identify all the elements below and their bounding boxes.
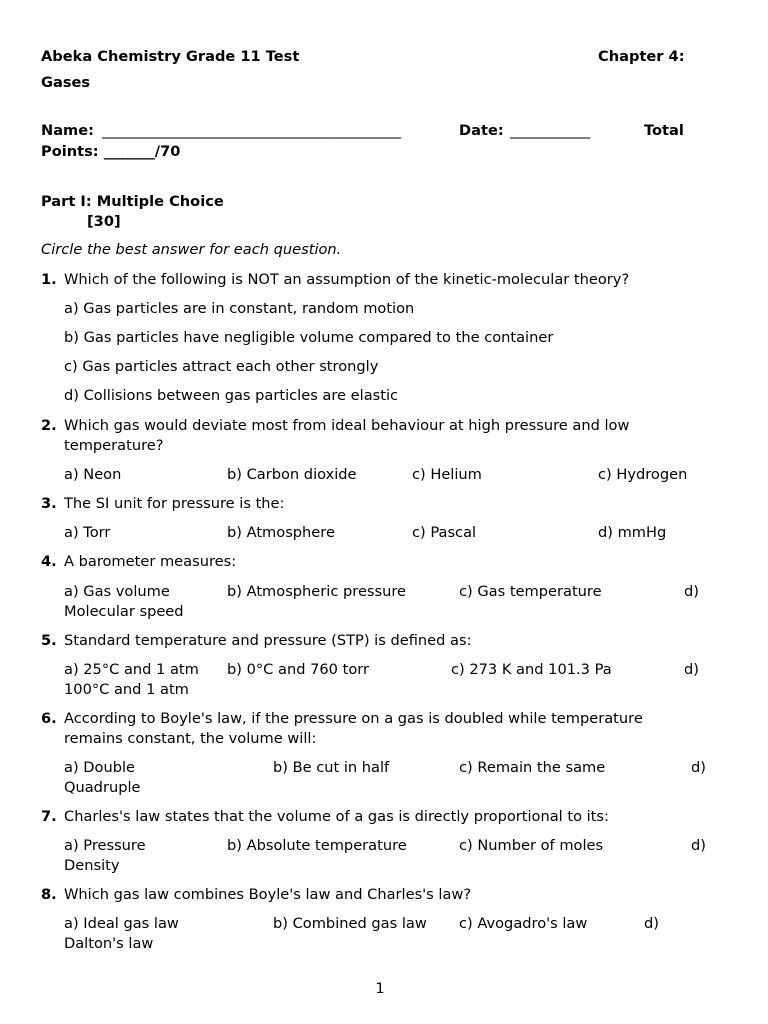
option-b[interactable]: b) Carbon dioxide <box>227 466 357 483</box>
question-number: 5. <box>41 632 57 649</box>
option-a[interactable]: a) Double <box>64 759 135 776</box>
question-text: Which gas would deviate most from ideal behaviour at high pressure and low temperature? <box>64 417 630 454</box>
option-d[interactable]: d) Collisions between gas particles are elastic <box>64 387 399 404</box>
option-c[interactable]: c) Gas temperature <box>459 583 602 600</box>
question-number: 6. <box>41 710 57 727</box>
part1-points: [30] <box>87 213 121 230</box>
question-number: 7. <box>41 808 57 825</box>
option-a[interactable]: a) 25°C and 1 atm <box>64 661 199 678</box>
option-b[interactable]: b) Atmosphere <box>227 524 335 541</box>
question-number: 2. <box>41 417 57 434</box>
question-text: The SI unit for pressure is the: <box>64 495 285 512</box>
option-a[interactable]: a) Gas volume <box>64 583 170 600</box>
question-text: A barometer measures: <box>64 553 237 570</box>
option-d[interactable]: c) Hydrogen <box>598 466 688 483</box>
option-d-text[interactable]: Quadruple <box>64 779 141 796</box>
option-c[interactable]: c) Number of moles <box>459 837 604 854</box>
question-text: Charles's law states that the volume of a gas is directly proportional to its: <box>64 808 609 825</box>
question-text: Standard temperature and pressure (STP) is defined as: <box>64 632 472 649</box>
total-label: Total <box>644 122 684 139</box>
date-line[interactable]: ___________ <box>510 122 591 139</box>
option-c[interactable]: c) Avogadro's law <box>459 915 588 932</box>
test-subtitle: Gases <box>41 74 91 91</box>
name-label: Name: <box>41 122 95 139</box>
option-a[interactable]: a) Torr <box>64 524 111 541</box>
name-line[interactable]: _________________________________________ <box>102 122 402 139</box>
date-label: Date: <box>459 122 504 139</box>
option-c[interactable]: c) Pascal <box>412 524 477 541</box>
part1-instructions: Circle the best answer for each question. <box>41 241 342 258</box>
question-number: 4. <box>41 553 57 570</box>
question-text: According to Boyle's law, if the pressure on a gas is doubled while temperature remains constant, the volume will: <box>64 710 643 747</box>
option-b[interactable]: b) Atmospheric pressure <box>227 583 407 600</box>
page-number: 1 <box>375 980 385 997</box>
option-b[interactable]: b) Be cut in half <box>273 759 390 776</box>
question-number: 8. <box>41 886 57 903</box>
option-d-text[interactable]: Molecular speed <box>64 603 184 620</box>
option-b[interactable]: b) 0°C and 760 torr <box>227 661 369 678</box>
option-d[interactable]: d) <box>684 583 699 600</box>
option-d[interactable]: d) <box>684 661 699 678</box>
option-a[interactable]: a) Gas particles are in constant, random motion <box>64 300 415 317</box>
option-c[interactable]: c) Gas particles attract each other strongly <box>64 358 379 375</box>
question-number: 1. <box>41 271 57 288</box>
option-b[interactable]: b) Combined gas law <box>273 915 427 932</box>
points-label: Points: _______/70 <box>41 143 181 160</box>
option-b[interactable]: b) Absolute temperature <box>227 837 407 854</box>
option-c[interactable]: c) Helium <box>412 466 482 483</box>
option-b[interactable]: b) Gas particles have negligible volume compared to the container <box>64 329 554 346</box>
option-d-text[interactable]: 100°C and 1 atm <box>64 681 189 698</box>
option-a[interactable]: a) Pressure <box>64 837 146 854</box>
test-title: Abeka Chemistry Grade 11 Test <box>41 48 300 65</box>
option-d[interactable]: d) <box>691 837 706 854</box>
option-d[interactable]: d) mmHg <box>598 524 667 541</box>
question-number: 3. <box>41 495 57 512</box>
option-d-text[interactable]: Density <box>64 857 120 874</box>
option-c[interactable]: c) 273 K and 101.3 Pa <box>451 661 612 678</box>
part1-title: Part I: Multiple Choice <box>41 193 224 210</box>
option-a[interactable]: a) Ideal gas law <box>64 915 179 932</box>
question-text: Which gas law combines Boyle's law and Charles's law? <box>64 886 472 903</box>
option-d[interactable]: d) <box>691 759 706 776</box>
option-c[interactable]: c) Remain the same <box>459 759 606 776</box>
option-d[interactable]: d) <box>644 915 659 932</box>
chapter-label: Chapter 4: <box>598 48 685 65</box>
question-text: Which of the following is NOT an assumption of the kinetic-molecular theory? <box>64 271 630 288</box>
option-d-text[interactable]: Dalton's law <box>64 935 154 952</box>
option-a[interactable]: a) Neon <box>64 466 122 483</box>
